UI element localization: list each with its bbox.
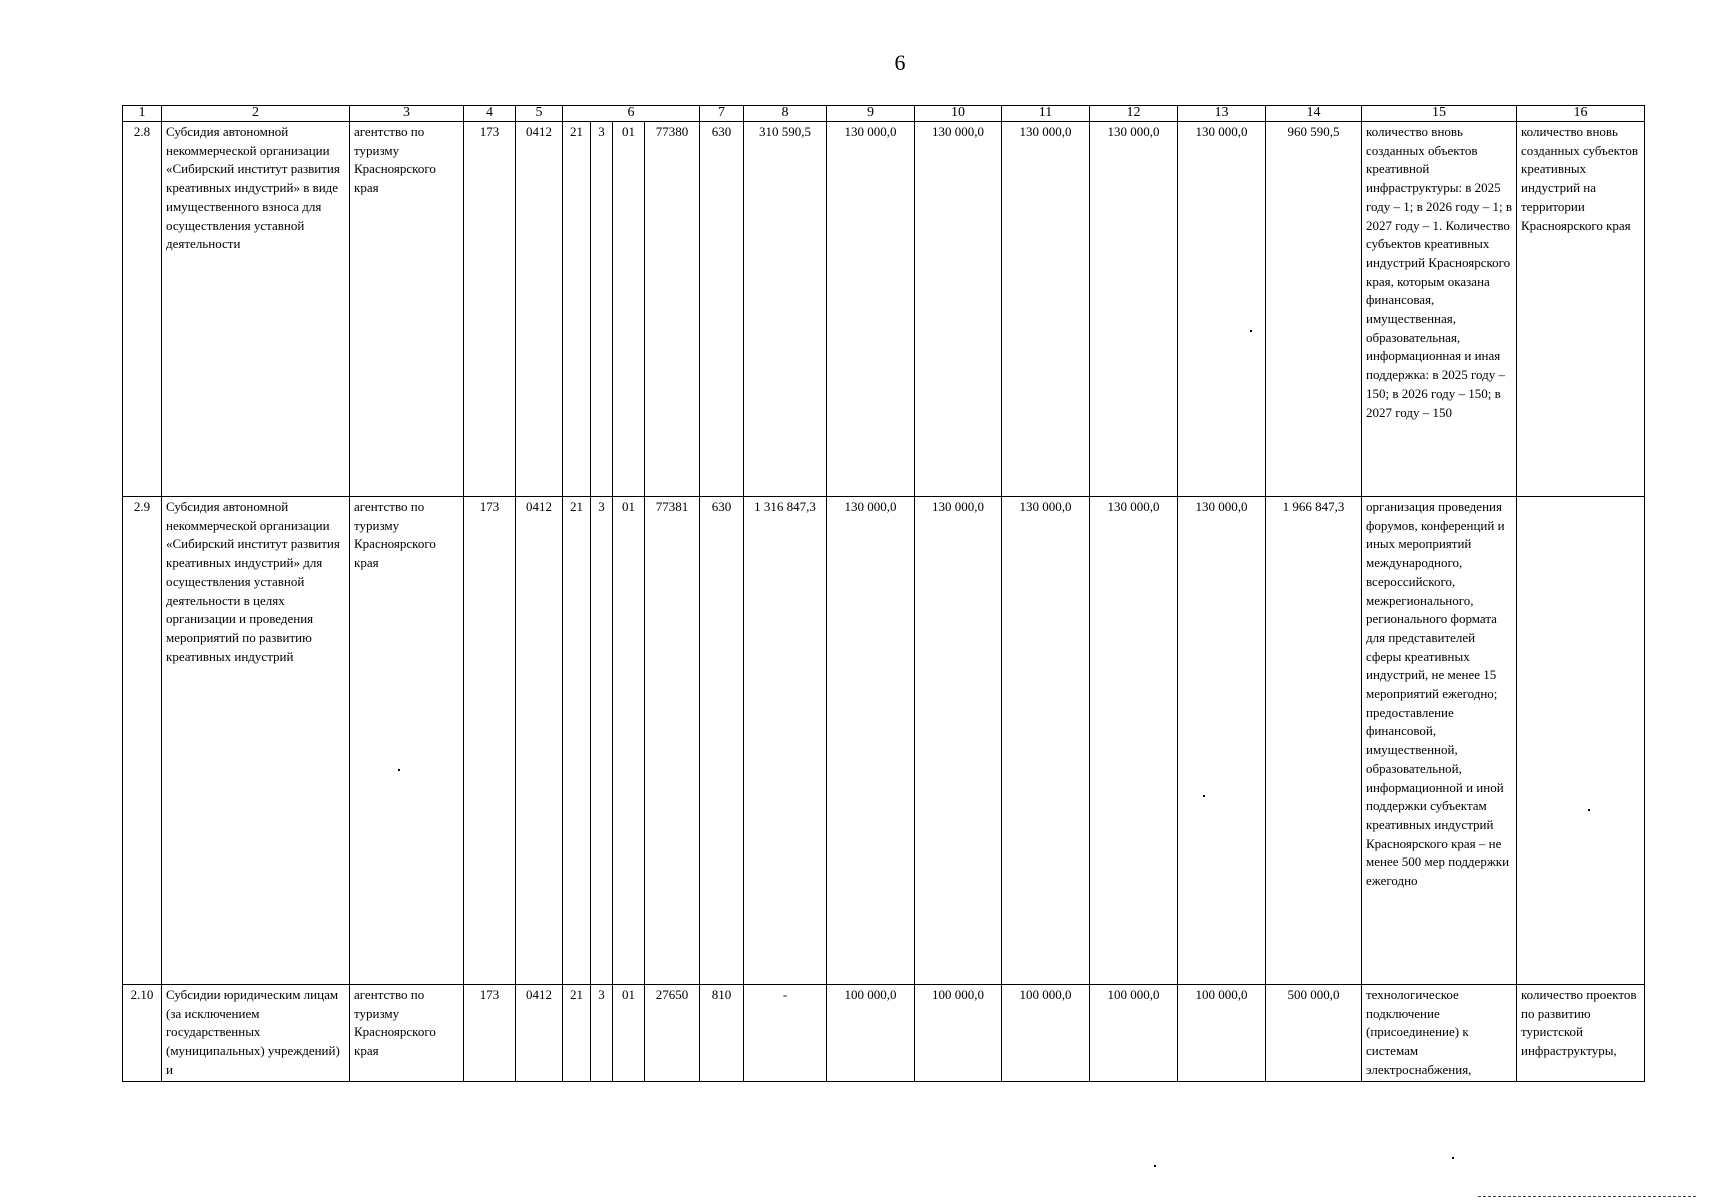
row-number: 2.9	[123, 497, 162, 985]
header-cell: 8	[744, 106, 827, 122]
scan-speck	[1154, 1165, 1156, 1167]
header-cell: 11	[1002, 106, 1090, 122]
amount-col10: 100 000,0	[915, 985, 1002, 1082]
csr-code-part: 3	[591, 122, 613, 497]
csr-code-part: 01	[613, 497, 645, 985]
header-cell: 12	[1090, 106, 1178, 122]
amount-col12: 130 000,0	[1090, 497, 1178, 985]
header-cell: 9	[827, 106, 915, 122]
indicator	[1517, 497, 1645, 985]
csr-code-part: 21	[563, 122, 591, 497]
measure-name: Субсидии юридическим лицам (за исключением государственных (муниципальных) учреждений) и	[162, 985, 350, 1082]
rzpr-code: 0412	[516, 985, 563, 1082]
amount-col8: 310 590,5	[744, 122, 827, 497]
scan-speck	[1203, 795, 1205, 797]
header-cell: 4	[464, 106, 516, 122]
amount-col8: 1 316 847,3	[744, 497, 827, 985]
csr-code-part: 3	[591, 985, 613, 1082]
vr-code: 630	[700, 497, 744, 985]
expected-result: организация проведения форумов, конференций и иных мероприятий международного, всероссийского, межрегионального, регионального формата для представителей сферы креативных индустрий, не менее 15 мероприятий ежегодно; предоставление финансовой, имущественной, образовательной, информационной и иной поддержки субъектам креативных индустрий Красноярского края – не менее 500 мер поддержки ежегодно	[1362, 497, 1517, 985]
table-row	[123, 497, 1645, 985]
amount-col13: 100 000,0	[1178, 985, 1266, 1082]
amount-col10: 130 000,0	[915, 122, 1002, 497]
scan-edge-line	[1478, 1196, 1696, 1197]
table-header-row	[123, 106, 1645, 122]
vr-code: 810	[700, 985, 744, 1082]
amount-col9: 130 000,0	[827, 122, 915, 497]
amount-col13: 130 000,0	[1178, 122, 1266, 497]
scan-speck	[1250, 330, 1252, 332]
expected-result: количество вновь созданных объектов креативной инфраструктуры: в 2025 году – 1; в 2026 году – 1; в 2027 году – 1. Количество субъектов креативных индустрий Красноярского края, которым оказана финансовая, имущественная, образовательная, информационная и иная поддержка: в 2025 году – 150; в 2026 году – 150; в 2027 году – 150	[1362, 122, 1517, 497]
header-cell: 3	[350, 106, 464, 122]
row-number: 2.8	[123, 122, 162, 497]
executor: агентство по туризму Красноярского края	[350, 122, 464, 497]
page-number: 6	[894, 50, 906, 75]
header-cell: 10	[915, 106, 1002, 122]
header-cell: 2	[162, 106, 350, 122]
scan-speck	[398, 769, 400, 771]
header-cell: 5	[516, 106, 563, 122]
budget-table	[122, 105, 1645, 1082]
scan-speck	[1588, 809, 1590, 811]
grbs-code: 173	[464, 497, 516, 985]
header-cell: 16	[1517, 106, 1645, 122]
csr-code-part: 21	[563, 497, 591, 985]
vr-code: 630	[700, 122, 744, 497]
csr-code-part: 77381	[645, 497, 700, 985]
amount-total: 960 590,5	[1266, 122, 1362, 497]
header-cell: 15	[1362, 106, 1517, 122]
grbs-code: 173	[464, 985, 516, 1082]
csr-code-part: 01	[613, 122, 645, 497]
grbs-code: 173	[464, 122, 516, 497]
amount-total: 500 000,0	[1266, 985, 1362, 1082]
header-cell: 13	[1178, 106, 1266, 122]
table-row	[123, 122, 1645, 497]
indicator: количество проектов по развитию туристской инфраструктуры,	[1517, 985, 1645, 1082]
amount-col9: 100 000,0	[827, 985, 915, 1082]
executor: агентство по туризму Красноярского края	[350, 985, 464, 1082]
amount-col12: 100 000,0	[1090, 985, 1178, 1082]
indicator: количество вновь созданных субъектов креативных индустрий на территории Красноярского края	[1517, 122, 1645, 497]
csr-code-part: 3	[591, 497, 613, 985]
amount-col13: 130 000,0	[1178, 497, 1266, 985]
amount-col11: 130 000,0	[1002, 122, 1090, 497]
rzpr-code: 0412	[516, 497, 563, 985]
executor: агентство по туризму Красноярского края	[350, 497, 464, 985]
rzpr-code: 0412	[516, 122, 563, 497]
amount-col10: 130 000,0	[915, 497, 1002, 985]
header-cell: 7	[700, 106, 744, 122]
header-cell: 1	[123, 106, 162, 122]
header-cell: 14	[1266, 106, 1362, 122]
amount-col9: 130 000,0	[827, 497, 915, 985]
measure-name: Субсидия автономной некоммерческой организации «Сибирский институт развития креативных индустрий» для осуществления уставной деятельности в целях организации и проведения мероприятий по развитию креативных индустрий	[162, 497, 350, 985]
csr-code-part: 21	[563, 985, 591, 1082]
measure-name: Субсидия автономной некоммерческой организации «Сибирский институт развития креативных индустрий» в виде имущественного взноса для осуществления уставной деятельности	[162, 122, 350, 497]
amount-col11: 130 000,0	[1002, 497, 1090, 985]
header-cell: 6	[563, 106, 700, 122]
amount-col12: 130 000,0	[1090, 122, 1178, 497]
csr-code-part: 01	[613, 985, 645, 1082]
amount-col8: -	[744, 985, 827, 1082]
amount-col11: 100 000,0	[1002, 985, 1090, 1082]
expected-result: технологическое подключение (присоединение) к системам электроснабжения,	[1362, 985, 1517, 1082]
table-row	[123, 985, 1645, 1082]
csr-code-part: 77380	[645, 122, 700, 497]
scan-speck	[1452, 1157, 1454, 1159]
amount-total: 1 966 847,3	[1266, 497, 1362, 985]
csr-code-part: 27650	[645, 985, 700, 1082]
row-number: 2.10	[123, 985, 162, 1082]
